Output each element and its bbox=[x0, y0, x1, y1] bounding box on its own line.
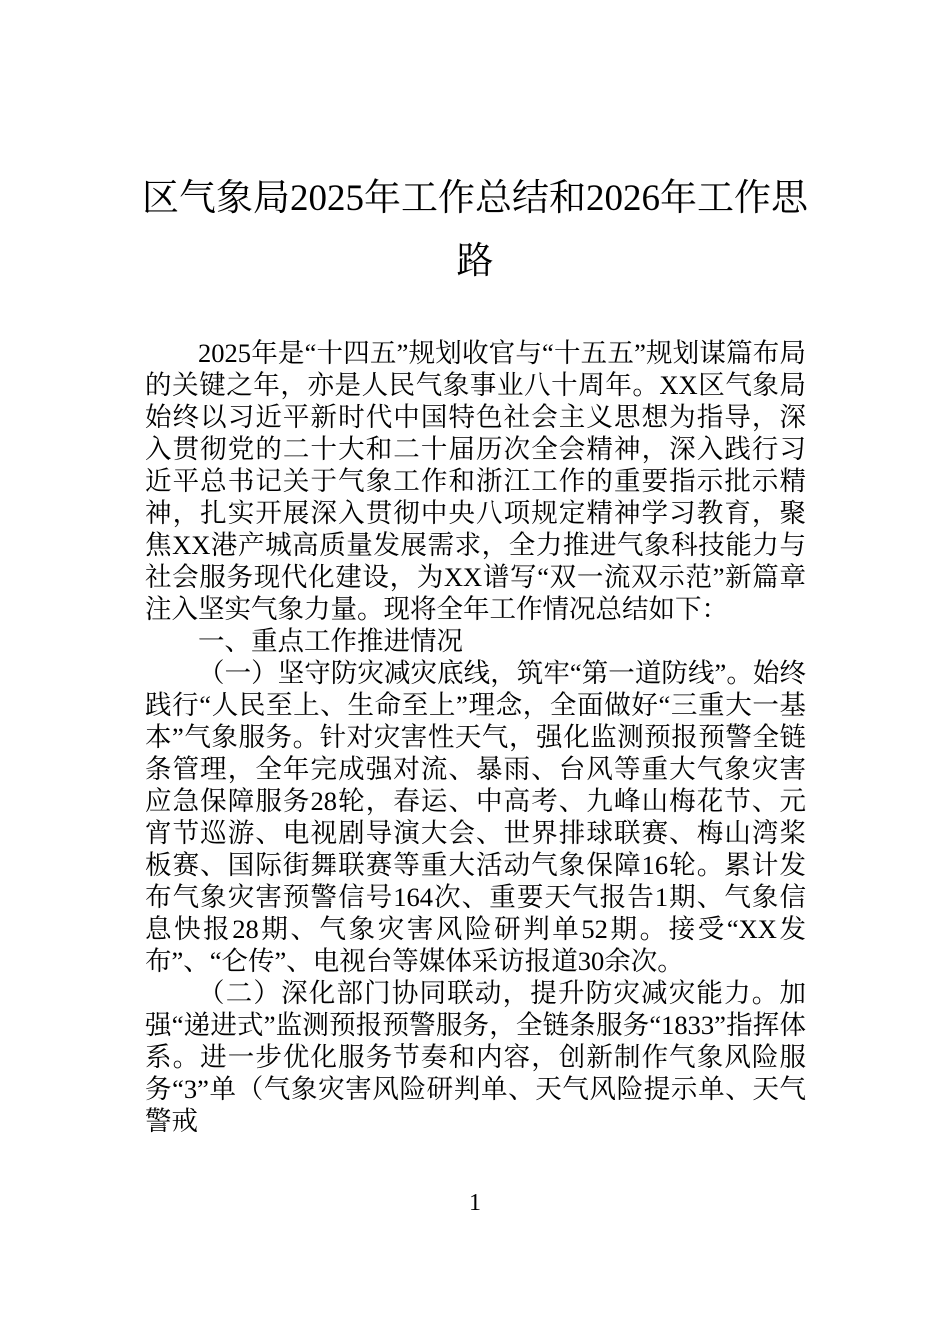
subsection-paragraph-2: （二）深化部门协同联动，提升防灾减灾能力。加强“递进式”监测预报预警服务，全链条服务“1833”指挥体系。进一步优化服务节奏和内容，创新制作气象风险服务“3”单（气象灾害风险研判单、天气风险提示单、天气警戒 bbox=[145, 978, 806, 1136]
document-title-line-2: 路 bbox=[456, 241, 494, 282]
section-heading: 一、重点工作推进情况 bbox=[198, 626, 463, 656]
page-number: 1 bbox=[469, 1190, 481, 1216]
document-body bbox=[145, 337, 806, 1137]
subsection-paragraph-1: （一）坚守防灾减灾底线，筑牢“第一道防线”。始终践行“人民至上、生命至上”理念，全面做好“三重大一基本”气象服务。针对灾害性天气，强化监测预报预警全链条管理，全年完成强对流、暴雨、台风等重大气象灾害应急保障服务28轮，春运、中高考、九峰山梅花节、元宵节巡游、电视剧导演大会、世界排球联赛、梅山湾桨板赛、国际街舞联赛等重大活动气象保障16轮。累计发布气象灾害预警信号164次、重要天气报告1期、气象信息快报28期、气象灾害风险研判单52期。接受“XX发布”、“仑传”、电视台等媒体采访报道30余次。 bbox=[145, 658, 806, 976]
document-title-line-1: 区气象局2025年工作总结和2026年工作思 bbox=[142, 178, 808, 219]
intro-paragraph: 2025年是“十四五”规划收官与“十五五”规划谋篇布局的关键之年，亦是人民气象事业八十周年。XX区气象局始终以习近平新时代中国特色社会主义思想为指导，深入贯彻党的二十大和二十届历次全会精神，深入践行习近平总书记关于气象工作和浙江工作的重要指示批示精神，扎实开展深入贯彻中央八项规定精神学习教育，聚焦XX港产城高质量发展需求，全力推进气象科技能力与社会服务现代化建设，为XX谱写“双一流双示范”新篇章注入坚实气象力量。现将全年工作情况总结如下： bbox=[145, 338, 806, 624]
